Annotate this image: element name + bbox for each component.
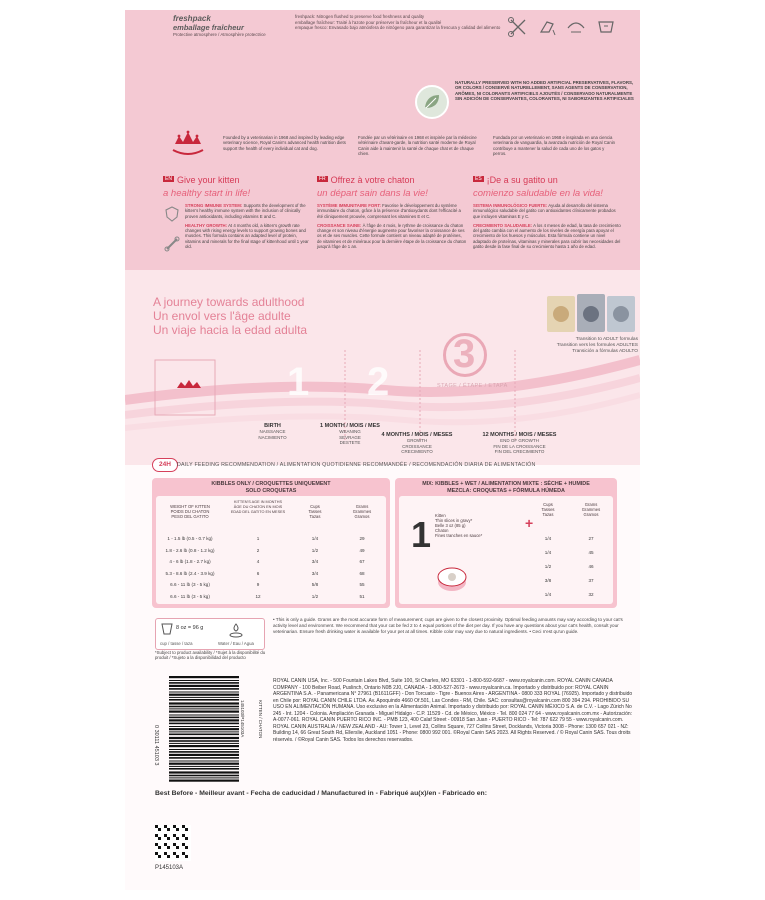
lang-badge-es: ES (475, 175, 482, 182)
col-weight: WEIGHT OF KITTEN POIDS DU CHATON PESO DEL GATITO (170, 504, 210, 519)
mix-title: MIX: KIBBLES + WET / ALIMENTATION MIXTE : SÈCHE + HUMIDE MEZCLA: CROQUETAS + FÓRMULA HÚMEDA (422, 481, 590, 494)
col-cups: Cups Tasses Tazas (308, 504, 322, 519)
milestone-title: 4 MONTHS / MOIS / MESES (381, 432, 453, 438)
table-cell: 3/4 (311, 570, 319, 576)
table-cell: 3/4 (311, 559, 319, 564)
table-cell: 1 - 1.5 lb (0.5 - 0.7 kg) (167, 536, 213, 541)
freshpack-en: freshpack (173, 14, 211, 23)
24h-badge: 24H (152, 458, 178, 472)
water-label: Water / Eau / Agua (218, 641, 254, 646)
section-fr (317, 170, 467, 249)
growth-label: HEALTHY GROWTH: (185, 222, 228, 228)
table-cell: 1/2 (311, 547, 319, 553)
table-cell: 37 (588, 578, 594, 583)
table-cell: 1/2 (544, 564, 552, 569)
company-info: ROYAL CANIN USA, Inc. - 500 Fountain Lakes Blvd, Suite 100, St Charles, MO 63301 - 1-800-592-6687 - www.royalcanin.com. ROYAL CANIN CANADA COMPANY - 100 Beiber Road, Puslinch, Ontario N0B 2J0, CANADA - 1-800-527-2673 - www.royalcanin.ca. Importado y distribuido por: ROYAL CANIN ARGENTINA S.A. - Panamericana N° 27961 (B1611GFF) - Don Torcuato - Tigre - Buenos Aires - ARGENTINA - 0800 333 ROYAL (76925). Importado y distribuido en Chile por: ROYAL CANIN CHILE LTDA. Av. Apoquindo 4660 Of.501, Las Condes - RM, Chile. SAC: consultas@royalcanin.com 800 394 294. PROHIBIDO SU USO EN ALIMENTACIÓN HUMANA. Uso exclusivo en la Alimentación Animal. Importado y distribuido por: ROYAL CANIN MÉXICO S.A. de C.V. - Lago Zürich No 245 - Int. 1204 - Colonia. Ampliación Granada - Miguel Hidalgo - C.P. 11529 - Cd. de México, México - Tel. 800 024 77 64 - www.royalcanin.com.mx - Autorización: A-0077-061. ROYAL CANIN PUERTO RICO INC. - PMB 123, 400 Calaf Street - 00918 San Juan - PUERTO RICO - Tel: 787 622 79 55 - www.royalcanin.com. ROYAL CANIN AUSTRALIA / NEW ZEALAND - AU: Tower 1, Level 23, Collins Square, 727 Collins Street, Docklands, Victoria 3008 - Phone: 1300 657 021 - NZ: Building 14, 66 Great South Rd, Ellerslie, Auckland 1051 - Phone: 0800 992 001. ©Royal Canin SAS 2023. All Rights Reserved. / © Royal Canin SAS. Tous droits réservés. / ©Royal Canin SAS. Todos los derechos reservados. (273, 678, 633, 743)
store-icon (595, 16, 617, 38)
guide-text: • This is only a guide. Grams are the most accurate form of measurement; cups are given to the closest proximity. Optimal feeding amounts may vary according to your cat's activity level and environment. We recommend that your cat be fed 2 to 4 equal portions of the diet per day. If you have any questions about your cat's health, consult your veterinarian. Ensure fresh drinking water is available for your pet at all times. Kibble color may vary due to natural ingredients. • Ceci n'est qu'un guide. (273, 617, 623, 634)
adult-packs-image (545, 292, 637, 334)
milestone-title: 1 MONTH / MOIS / MES (320, 423, 380, 429)
immune-text: Supports the development of the kitten's healthy immune system with the inclusion of clinically proven antioxidants, including vitamins E and C. (185, 203, 306, 219)
founded-en: Founded by a veterinarian in 1968 and inspired by leading edge veterinary science, Royal Canin's advanced health nutrition diets support the health of every individual cat and dog. (223, 135, 346, 151)
leaf-icon (415, 85, 449, 119)
plus-icon: + (525, 515, 534, 531)
immune-text: Ayuda al desarrollo del sistema inmunológico saludable del gatito con antioxidantes clínicamente probados que incluyen vitaminas E y C. (473, 203, 616, 219)
table-cell: 5.3 - 8.6 lb (2.4 - 3.9 kg) (165, 570, 215, 576)
table-cell: 6 (256, 570, 260, 576)
kibbles-only-table (152, 478, 390, 608)
table-cell: 29 (359, 536, 365, 541)
section-fr-head2: un départ sain dans la vie! (317, 188, 428, 199)
milestone-title: 12 MONTHS / MOIS / MESES (482, 432, 557, 438)
freshpack-fr: emballage fraîcheur (173, 23, 244, 32)
kibbles-only-title: KIBBLES ONLY / CROQUETTES UNIQUEMENT SOLO CROQUETAS (211, 481, 331, 494)
pour-icon (537, 16, 559, 38)
journey-en: A journey towards adulthood (153, 295, 305, 309)
table-cell: 2 (256, 547, 260, 553)
table-cell: 4 - 6 lb (1.8 - 2.7 kg) (169, 559, 211, 564)
mix-table (395, 478, 617, 608)
table-cell: 1/2 (311, 593, 319, 599)
section-es (473, 170, 623, 249)
table-cell: 9 (256, 582, 260, 587)
freshpack-desc-en: freshpack: Nitrogen flushed to preserve food freshness and quality (295, 14, 425, 19)
section-es-growth (473, 223, 623, 249)
journey-es: Un viaje hacia la edad adulta (153, 323, 308, 337)
section-en-head1: Give your kitten (176, 175, 240, 185)
subject-note: *Subject to product availability / *Sujet à la disponibilité du produit / *Sujeto a la disponibilidad del producto (155, 650, 266, 661)
bone-icon (163, 235, 181, 253)
mix-col-grams: Grams Grammes Gramos (581, 502, 601, 517)
mix-big-number: 1 (411, 514, 432, 555)
barcode-side-code: 145103/P145103A (240, 700, 245, 738)
cup-label: cup / tasse / taza (160, 641, 193, 646)
cup-measure: 8 oz = 96 g (176, 625, 204, 631)
founded-es: Fundada por un veterinario en 1968 e inspirada en una ciencia veterinaria de vanguardia, la avanzada nutrición de Royal Canin contribuye a mantener la salud de cada uno de los gatos y perros. (493, 135, 616, 157)
table-cell: 1/4 (544, 592, 552, 597)
transition-text: Transition to ADULT formulas Transition vers les formules ADULTES Transición a fórmulas ADULTO (556, 337, 638, 354)
section-en-growth (163, 223, 313, 249)
lang-badge-fr: FR (319, 175, 326, 182)
col-grams: Grams Grammes Gramos (352, 504, 372, 519)
stage-2: 2 (367, 360, 390, 404)
mix-col-cups: Cups Tasses Tazas (541, 502, 555, 517)
freshpack-desc-fr: emballage fraîcheur: Traité à l'azote pour préserver la fraîcheur et la qualité (295, 19, 442, 25)
milestone-12-months (477, 432, 562, 455)
lang-badge-en: EN (165, 175, 172, 182)
table-cell: 1 (256, 536, 260, 541)
barcode-number: 0 30111 45103 3 (153, 725, 159, 766)
bag-back-panel (125, 10, 640, 890)
table-cell: 68 (359, 570, 365, 576)
freshpack-description (295, 14, 505, 31)
naturally-preserved-text: NATURALLY PRESERVED WITH NO ADDED ARTIFICIAL PRESERVATIVES, FLAVORS, OR COLORS / CONSERVÉ NATURELLEMENT, SANS AGENTS DE CONSERVATION, ARÔMES, NI COLORANTS ARTIFICIELS AJOUTÉS / CONSERVADO NATURALMENTE SIN ADICIÓN DE CONSERVANTES, COLORANTES, NI SABORIZANTES ARTIFICIALES (455, 80, 634, 102)
milestone-sub: NAISSANCE NACIMIENTO (258, 429, 287, 440)
col-age: KITTEN'S AGE IN MONTHS ÂGE DU CHATON EN MOIS EDAD DEL GATITO EN MESES (230, 500, 286, 514)
section-fr-head1: Offrez à votre chaton (330, 175, 415, 185)
immune-label: STRONG IMMUNE SYSTEM: (185, 203, 243, 208)
milestone-sub: WEANING SEVRAGE DESTETE (339, 429, 361, 446)
royal-canin-logo (163, 128, 213, 168)
immune-text: Favorise le développement du système immunitaire du chaton, grâce à la présence d'antioxydants dont l'efficacité a été cliniquement prouvée, comprenant les vitamines E et C. (317, 203, 461, 219)
shield-icon (163, 205, 181, 223)
measuring-info (155, 618, 265, 650)
section-es-head1: ¡De a su gatito un (486, 175, 558, 185)
immune-label: SISTEMA INMUNOLÓGICO FUERTE: (473, 203, 548, 208)
section-en (163, 170, 313, 249)
table-cell: 46 (588, 564, 594, 569)
mix-description: Kitten Thin slices in gravy* Belle 3 oz (85 g) Chaton Fines tranches en sauce* (435, 513, 483, 538)
qr-code (155, 825, 191, 861)
seal-icon (565, 16, 587, 38)
growth-text: At 4 months old, a kitten's growth rate changes with rising energy levels to support growing bones and muscles. This formula contains an adapted level of protein, vitamins and minerals for the final stage of kittenhood until 1 year old. (185, 222, 309, 250)
section-en-immune (163, 203, 313, 219)
journey-title (153, 295, 307, 337)
stage-1: 1 (287, 360, 310, 404)
table-cell: 1/4 (544, 550, 552, 555)
milestone-sub: GROWTH CROISSANCE CRECIMIENTO (401, 438, 433, 455)
immune-label: SYSTÈME IMMUNITAIRE FORT: (317, 203, 381, 208)
table-cell: 5/8 (311, 582, 319, 587)
growth-label: CRECIMIENTO SALUDABLE: (473, 222, 533, 228)
table-cell: 6.6 - 11 lb (3 - 5 kg) (170, 582, 210, 587)
wet-food-can-icon (435, 560, 469, 594)
feeding-heading: DAILY FEEDING RECOMMENDATION / ALIMENTATION QUOTIDIENNE RECOMMANDÉE / RECOMENDACIÓN DIARIA DE ALIMENTACIÓN (177, 462, 536, 468)
stage-label: STAGE / ÉTAPE / ETAPA (437, 383, 508, 389)
growth-text: À l'âge de 4 mois, le rythme de croissance du chaton change et son niveau d'énergie augmente pour favoriser la croissance de ses os et de ses muscles. Cette formule contient un niveau adapté de protéines, de vitamines et de minéraux pour la dernière étape de la croissance du chaton jusqu'à l'âge de 1 an. (317, 222, 467, 250)
table-cell: 1/4 (311, 536, 319, 541)
stage-3: 3 (453, 332, 476, 376)
section-es-head2: comienzo saludable en la vida! (473, 188, 603, 199)
table-cell: 67 (359, 559, 365, 564)
table-cell: 49 (359, 547, 365, 553)
freshpack-sub: Protective atmosphere / Atmosphère protectrice (173, 32, 266, 37)
founded-fr: Fondée par un vétérinaire en 1968 et inspirée par la médecine vétérinaire d'avant-garde, la nutrition santé moderne de Royal Canin aide à maintenir la santé de chaque chat et de chaque chien. (358, 135, 477, 157)
freshpack-logo (173, 14, 283, 38)
milestone-1-month (320, 423, 380, 446)
freshpack-desc-es: empaque fresco: Envasado bajo atmósfera de nitrógeno para garantizar la frescura y calidad del alimento (295, 25, 501, 30)
section-fr-immune (317, 203, 467, 219)
milestone-4-months (377, 432, 457, 455)
scissors-icon (507, 16, 529, 38)
table-cell: 27 (588, 536, 594, 541)
growth-text: A los 4 meses de edad, la tasa de crecimiento del gatito cambia con el aumento de los niveles de energía para apoyar el crecimiento de los huesos y músculos. Esta fórmula contiene un nivel adaptado de proteínas, vitaminas y minerales para cubrir las necesidades del gatito desde la fase final de su crecimiento hasta 1 año de edad. (473, 222, 621, 250)
table-cell: 6.6 - 11 lb (3 - 5 kg) (170, 593, 210, 599)
cup-icon (160, 622, 174, 636)
table-cell: 32 (588, 592, 594, 597)
table-cell: 12 (255, 593, 261, 599)
milestone-sub: END OF GROWTH FIN DE LA CROISSANCE FIN DEL CRECIMIENTO (493, 438, 546, 455)
milestone-title: BIRTH (264, 423, 281, 429)
best-before-label: Best Before - Meilleur avant - Fecha de caducidad / Manufactured in - Fabriqué au(x)/en - Fabricado en: (155, 790, 487, 797)
kitten-side-label: KITTEN / CHATON (258, 700, 263, 739)
table-cell: 3/8 (544, 578, 552, 583)
barcode (155, 672, 265, 784)
section-es-immune (473, 203, 623, 219)
table-cell: 1.8 - 2.6 lb (0.8 - 1.2 kg) (165, 547, 215, 553)
table-cell: 4 (256, 559, 260, 564)
table-cell: 51 (359, 593, 365, 599)
section-fr-growth (317, 223, 467, 249)
table-cell: 55 (359, 582, 365, 587)
section-en-head2: a healthy start in life! (163, 188, 251, 199)
water-bowl-icon (228, 622, 244, 638)
growth-label: CROISSANCE SAINE: (317, 222, 362, 228)
table-cell: 1/4 (544, 536, 552, 541)
journey-fr: Un envol vers l'âge adulte (153, 309, 291, 323)
product-code: P145103A (155, 865, 184, 871)
table-cell: 45 (588, 550, 594, 555)
milestone-birth (245, 423, 300, 440)
